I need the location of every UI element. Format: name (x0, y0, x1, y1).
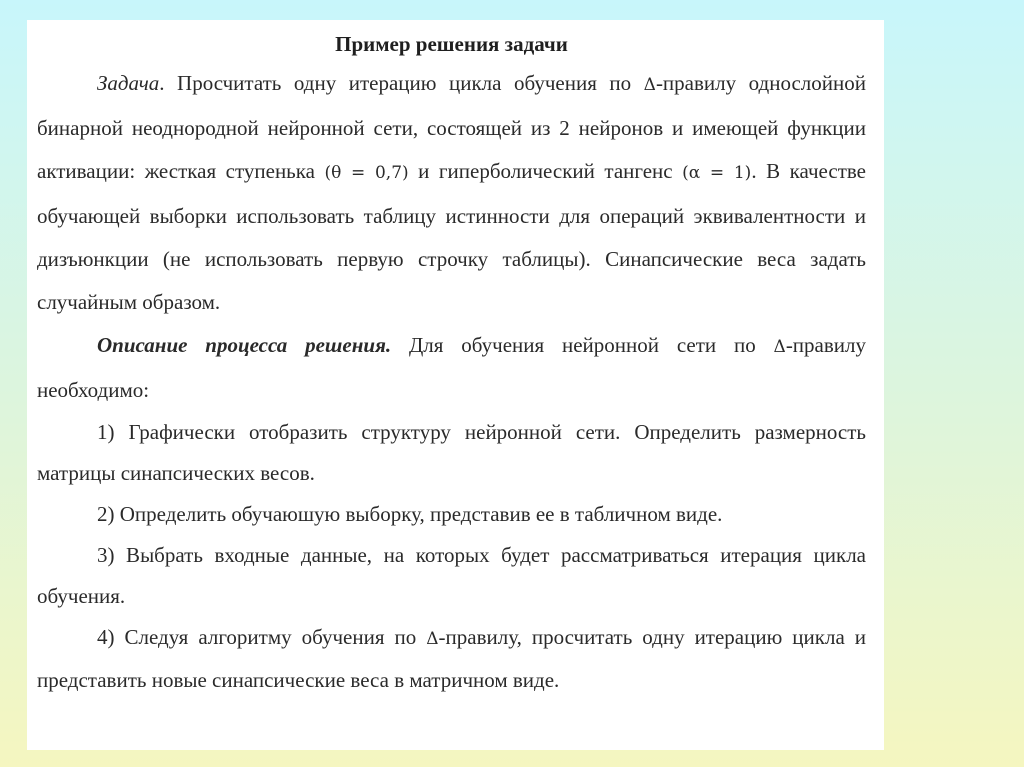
task-text-4: . В качестве обучающей выборки использовать таблицу истинности для операций эквивалентности и дизъюнкции (не использовать первую строчку таблицы). Синапсические веса задать случайным образом. (37, 159, 867, 314)
process-paragraph (37, 324, 866, 412)
task-paragraph (37, 62, 866, 324)
process-label: Описание процесса решения. (97, 333, 392, 357)
step-4-text-1: 4) Следуя алгоритму обучения по (97, 625, 427, 649)
process-text-1: Для обучения нейронной сети по (391, 333, 774, 357)
step-1: 1) Графически отобразить структуру нейронной сети. Определить размерность матрицы синапсических весов. (37, 420, 866, 485)
page-title: Пример решения задачи (335, 32, 568, 56)
delta-symbol: Δ (773, 337, 786, 357)
delta-symbol: Δ (643, 75, 656, 95)
task-label: Задача (97, 71, 160, 95)
alpha-formula: (α = 1) (682, 163, 752, 183)
process-text-2: -правилу необходимо: (37, 333, 866, 402)
delta-symbol: Δ (426, 629, 439, 649)
theta-formula: (θ = 0,7) (324, 163, 409, 183)
step-4-text-2: -правилу, просчитать одну итерацию цикла и представить новые синапсические веса в матричном виде. (37, 625, 866, 692)
step-3: 3) Выбрать входные данные, на которых будет рассматриваться итерация цикла обучения. (37, 543, 866, 608)
step-4 (37, 617, 866, 701)
step-2: 2) Определить обучаюшую выборку, представив ее в табличном виде. (97, 502, 723, 526)
task-text-2: -правилу однослойной бинарной неоднородной нейронной сети, состоящей из 2 нейронов и имеющей функции активации: жесткая ступенька (37, 71, 866, 183)
document-page (27, 20, 884, 750)
task-text-3: и гиперболический тангенс (408, 159, 683, 183)
task-text-1: . Просчитать одну итерацию цикла обучения по (159, 71, 644, 95)
